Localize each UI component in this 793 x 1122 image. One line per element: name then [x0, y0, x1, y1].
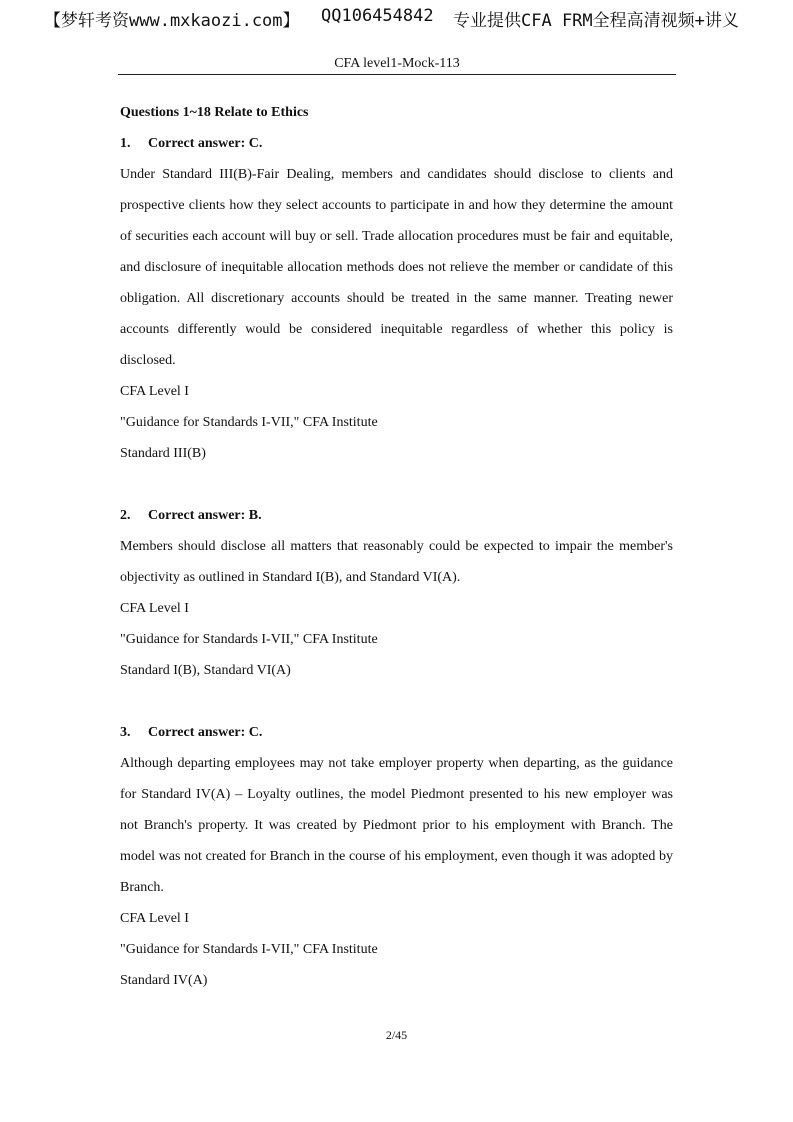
- answer-standard: Standard III(B): [120, 446, 206, 461]
- answer-number: 3.: [120, 725, 131, 740]
- answer-standard: Standard I(B), Standard VI(A): [120, 663, 291, 678]
- banner-site: 【梦轩考资www.mxkaozi.com】: [44, 11, 300, 31]
- answer-explanation: Members should disclose all matters that reasonably could be expected to impair the member's objectivity as outlined in Standard I(B), and Standard VI(A).: [120, 539, 673, 585]
- answer-heading: [120, 717, 673, 748]
- answer-label: Correct answer: C.: [148, 725, 263, 740]
- answer-block-2: [120, 500, 673, 686]
- answer-block-3: [120, 717, 673, 996]
- answer-explanation: Under Standard III(B)-Fair Dealing, members and candidates should disclose to clients and prospective clients how they select accounts to participate in and how they determine the amount of securities each account will buy or sell. Trade allocation procedures must be fair and equitable, and disclosure of inequitable allocation methods does not relieve the member or candidate of this obligation. All discretionary accounts should be treated in the same manner. Treating newer accounts differently would be considered inequitable regardless of whether this policy is disclosed.: [120, 167, 673, 368]
- answer-level: CFA Level I: [120, 911, 189, 926]
- answer-source: "Guidance for Standards I-VII," CFA Institute: [120, 632, 378, 647]
- section-title: Questions 1~18 Relate to Ethics: [120, 105, 309, 120]
- answer-heading: [120, 128, 673, 159]
- answer-level: CFA Level I: [120, 384, 189, 399]
- answer-explanation: Although departing employees may not take employer property when departing, as the guidance for Standard IV(A) – Loyalty outlines, the model Piedmont presented to his new employer was not Branch's property. It was created by Piedmont prior to his employment with Branch. The model was not created for Branch in the course of his employment, even though it was adopted by Branch.: [120, 756, 673, 895]
- answer-number: 1.: [120, 136, 131, 151]
- answer-block-1: [120, 128, 673, 469]
- header-rule: [118, 74, 676, 75]
- answer-number: 2.: [120, 508, 131, 523]
- answer-source: "Guidance for Standards I-VII," CFA Institute: [120, 415, 378, 430]
- banner-promo: 专业提供CFA FRM全程高清视频+讲义: [453, 11, 739, 31]
- document-body: [120, 97, 673, 996]
- answer-label: Correct answer: B.: [148, 508, 262, 523]
- answer-heading: [120, 500, 673, 531]
- running-header: CFA level1-Mock-113: [334, 56, 460, 71]
- answer-standard: Standard IV(A): [120, 973, 208, 988]
- promo-banner: [0, 6, 793, 34]
- banner-qq: QQ106454842: [321, 6, 434, 26]
- page-number: 2/45: [385, 1028, 408, 1042]
- answer-label: Correct answer: C.: [148, 136, 263, 151]
- answer-level: CFA Level I: [120, 601, 189, 616]
- answer-source: "Guidance for Standards I-VII," CFA Institute: [120, 942, 378, 957]
